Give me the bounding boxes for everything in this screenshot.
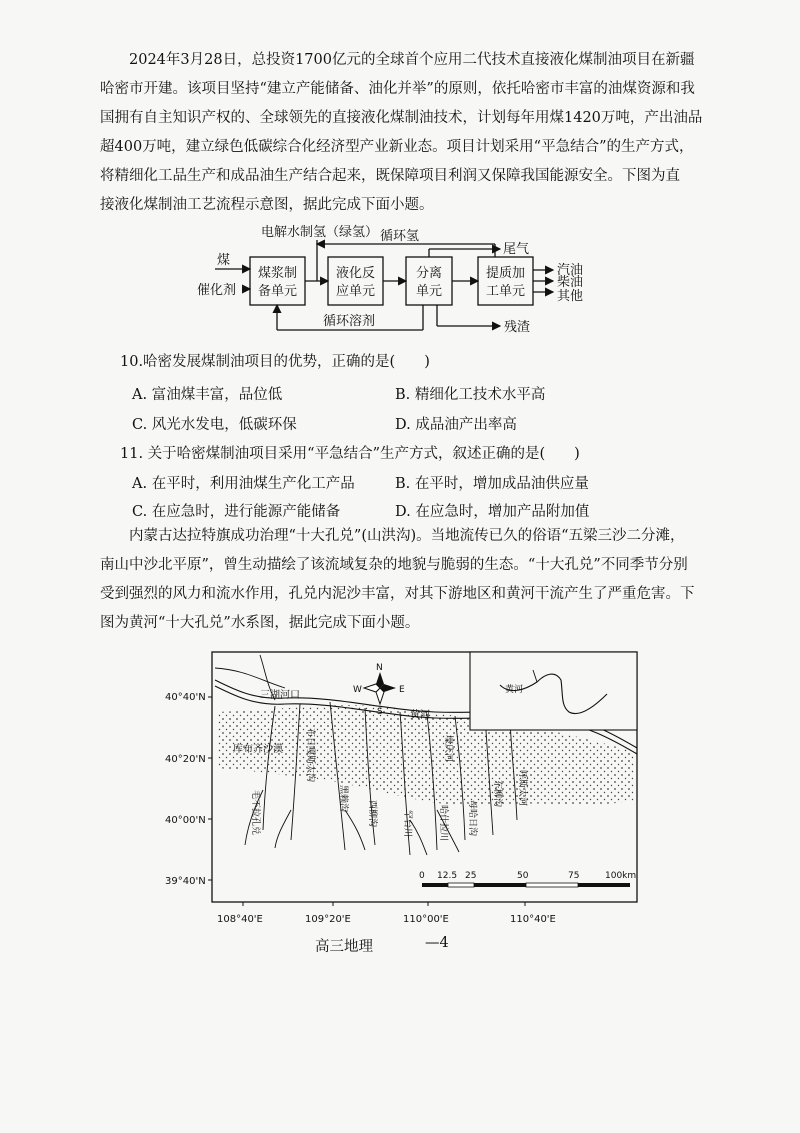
scale-tick: 75 (568, 871, 580, 881)
lake-label: 三湖河口 (260, 690, 300, 701)
q11-option-b[interactable]: B. 在平时，增加成品油供应量 (395, 476, 589, 492)
q11-option-a[interactable]: A. 在平时，利用油煤生产化工产品 (132, 476, 355, 492)
intro-line: 接液化煤制油工艺流程示意图，据此完成下面小题。 (100, 197, 434, 213)
intro-line: 将精细化工品生产和成品油生产结合起来，既保障项目利润又保障我国能源安全。下图为直 (100, 168, 680, 184)
river-system-map (165, 640, 640, 930)
river-label: 呼斯太河 (517, 770, 527, 807)
compass-n: N (376, 663, 383, 673)
output-label: 柴油 (557, 275, 584, 290)
intro-line: 国拥有自主知识产权的、全球领先的直接液化煤制油技术，计划每年用煤1420万吨，产出油品 (100, 110, 703, 126)
lat-label: 40°00'N (165, 815, 206, 826)
river-label: 毛不拉孔兑 (250, 790, 260, 836)
intro-line: 哈密市开建。该项目坚持“建立产能储备、油化并举”的原则，依托哈密市丰富的油煤资源和我 (100, 81, 695, 97)
scale-tick: 100km (605, 871, 637, 881)
q11-option-c[interactable]: C. 在应急时，进行能源产能储备 (132, 504, 341, 520)
compass-w: W (353, 685, 362, 695)
lon-label: 108°40'E (217, 914, 263, 925)
tail-gas-label: 尾气 (503, 242, 530, 257)
river-label: 布日嘎斯太沟 (305, 728, 315, 783)
intro-paragraph (100, 46, 715, 220)
q10-option-b[interactable]: B. 精细化工技术水平高 (395, 387, 546, 403)
footer-subject: 高三地理 (315, 939, 373, 955)
inset-map (470, 652, 637, 730)
intro-line: 超400万吨，建立绿色低碳综合化经济型产业新业态。项目计划采用“平急结合”的生产方式， (100, 139, 694, 155)
river-label: 母哈日沟 (467, 800, 477, 837)
unit-label: 分离 (415, 266, 443, 281)
river-label: 哈什拉川 (438, 805, 448, 842)
yellow-river-label: 黄河 (410, 710, 430, 721)
compass-s: S (377, 707, 383, 717)
unit-label: 单元 (415, 284, 443, 299)
compass-e: E (399, 685, 405, 695)
q11-option-d[interactable]: D. 在应急时，增加产品附加值 (395, 504, 590, 520)
process-flowchart (195, 222, 625, 337)
recycle-hydrogen-label: 循环氢 (380, 229, 420, 244)
scale-tick: 12.5 (437, 871, 458, 881)
recycle-solvent-label: 循环溶剂 (323, 314, 376, 329)
lat-label: 40°40'N (165, 692, 206, 703)
question-10-stem: 10.哈密发展煤制油项目的优势，正确的是( ) (120, 354, 430, 370)
passage2-line: 南山中沙北平原”，曾生动描绘了该流域复杂的地貌与脆弱的生态。“十大孔兑”不同季节分别 (100, 557, 688, 573)
q10-option-c[interactable]: C. 风光水发电，低碳环保 (132, 417, 297, 433)
lon-label: 109°20'E (305, 914, 351, 925)
question-11-stem: 11. 关于哈密煤制油项目采用“平急结合”生产方式，叙述正确的是( ) (120, 446, 580, 462)
lat-label: 40°20'N (165, 754, 206, 765)
footer-page-number: —4 (425, 935, 449, 951)
river-label: 罕台川 (402, 810, 412, 838)
passage2-line: 受到强烈的风力和流水作用，孔兑内泥沙丰富，对其下游地区和黄河干流产生了严重危害。下 (100, 586, 695, 602)
lat-label: 39°40'N (165, 876, 206, 887)
inset-river-label: 黄河 (505, 685, 524, 695)
passage2-line: 图为黄河“十大孔兑”水系图，据此完成下面小题。 (100, 615, 420, 631)
scale-bar (419, 871, 636, 887)
river-label: 西柳沟 (367, 800, 377, 828)
river-label: 黑赖沟 (338, 785, 348, 813)
passage2-paragraph (100, 522, 715, 638)
input-catalyst: 催化剂 (197, 283, 237, 298)
unit-label: 煤浆制 (257, 266, 298, 281)
output-label: 其他 (557, 289, 584, 304)
unit-label: 工单元 (485, 284, 526, 299)
output-label: 汽油 (557, 263, 584, 278)
input-coal: 煤 (217, 253, 231, 268)
q10-option-d[interactable]: D. 成品油产出率高 (395, 417, 517, 433)
unit-label: 备单元 (257, 284, 298, 299)
scale-tick: 25 (465, 871, 477, 881)
intro-line: 2024年3月28日，总投资1700亿元的全球首个应用二代技术直接液化煤制油项目在新疆 (129, 52, 695, 68)
lon-label: 110°00'E (403, 914, 449, 925)
unit-label: 提质加 (485, 266, 526, 281)
desert-label: 库布齐沙漠 (233, 744, 283, 755)
q10-option-a[interactable]: A. 富油煤丰富，品位低 (132, 387, 283, 403)
river-label: 壕庆河 (443, 735, 453, 763)
river-label: 东柳沟 (492, 780, 502, 808)
scale-tick: 0 (419, 871, 425, 881)
unit-label: 应单元 (335, 284, 376, 299)
green-hydrogen-label: 电解水制氢（绿氢） (261, 225, 379, 240)
passage2-line: 内蒙古达拉特旗成功治理“十大孔兑”(山洪沟)。当地流传已久的俗语“五梁三沙二分滩， (129, 528, 685, 544)
residue-label: 残渣 (504, 320, 531, 335)
scale-tick: 50 (517, 871, 529, 881)
unit-label: 液化反 (335, 266, 376, 281)
lon-label: 110°40'E (510, 914, 556, 925)
